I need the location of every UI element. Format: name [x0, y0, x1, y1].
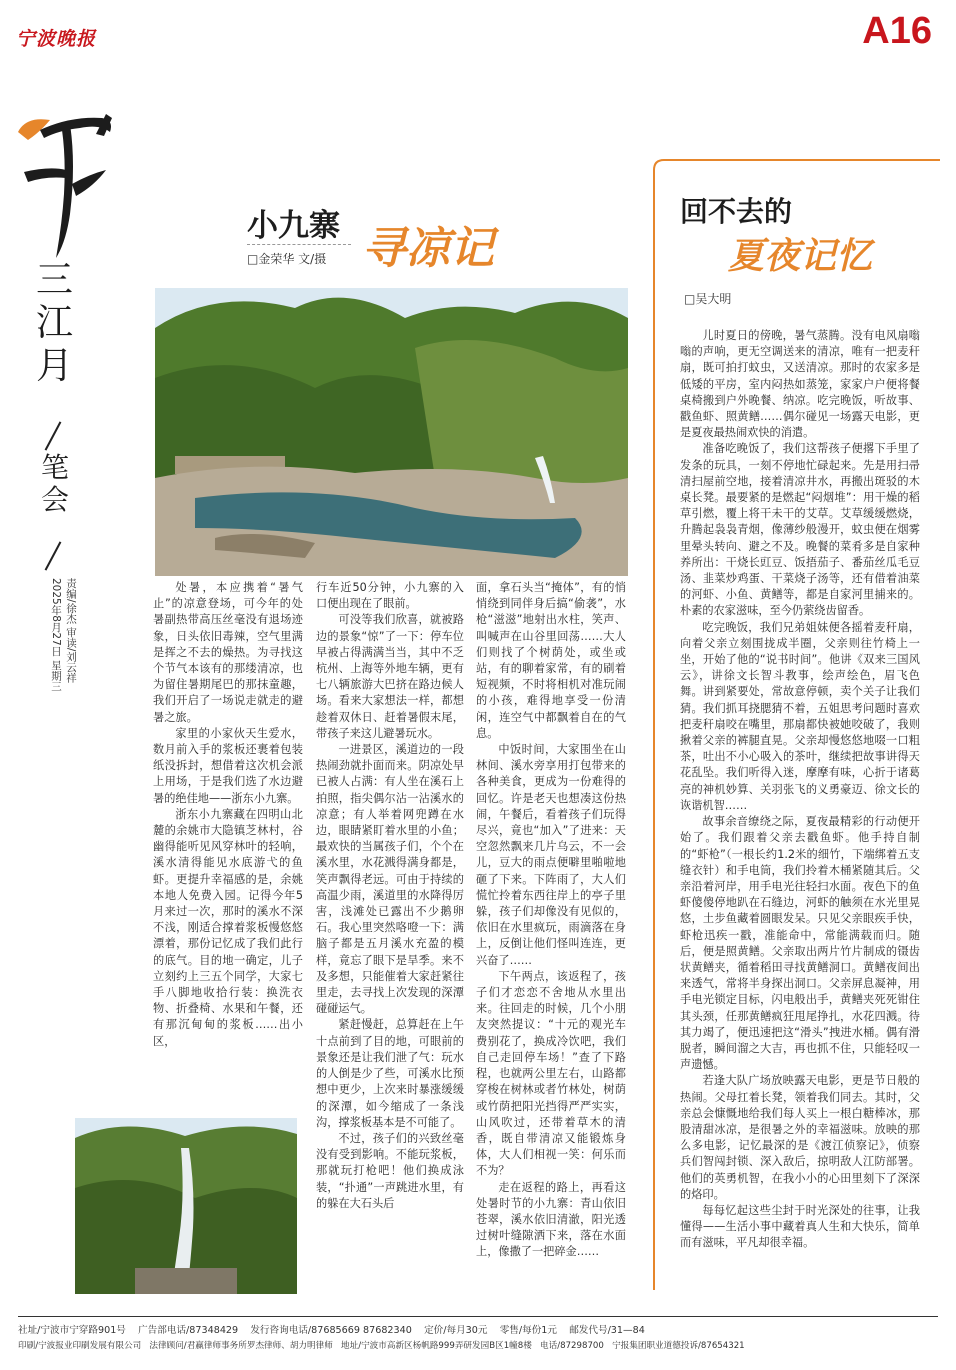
- article2-title-fancy: 夏夜记忆: [728, 235, 873, 277]
- section-brush-logo: [10, 74, 120, 264]
- title-underline: [247, 244, 351, 245]
- section-editors: 责编/徐杰 审读/刘云祥: [65, 578, 77, 683]
- article2-title-main: 回不去的: [680, 195, 793, 228]
- footer-printer: 印刷/宁波报业印刷发展有限公司: [18, 1341, 142, 1351]
- footer-monthly-price: 定价/每月30元: [424, 1325, 488, 1336]
- article1-paragraph: 行车近50分钟，小九寨的入口便出现在了眼前。: [316, 581, 464, 611]
- footer-legal-phone: 电话/87298700: [540, 1341, 604, 1351]
- article1-paragraph: 家里的小家伙天生爱水，数月前入手的浆板还裹着包装纸没拆封，想借着这次机会派上用场，于是我们选了水边避暑的绝佳地——浙东小九寨。: [153, 726, 303, 805]
- article1-paragraph: 中饭时间，大家围坐在山林间、溪水旁享用打包带来的各种美食，更成为一份难得的回忆。许是老天也想凑这份热闹，午餐后，看着孩子们玩得尽兴，竟也“加入”了进来：天空忽然飘来几片乌云，不一会儿，豆大的雨点便噼里啪啦地砸了下来。下阵雨了，大人们慌忙拎着东西往岸上的亭子里躲，孩子们却像没有见似的，依旧在水里疯玩，雨滴落在身上，反倒让他们怪叫连连，更兴奋了……: [476, 743, 626, 967]
- article1-title-fancy: 寻凉记: [362, 223, 494, 274]
- article2-paragraph: 吃完晚饭，我们兄弟姐妹便各摇着麦秆扇，向着父亲立刻围拢成半圈，父亲则往竹椅上一坐，开始了他的“说书时间”。他讲《双来三国风云》，讲徐文长智斗教事，绘声绘色，眉飞色舞。讲到紧要处，常故意停顿，卖个关子让我们猜。我们抓耳挠腮猜不着，五姐思考问题时喜欢把麦秆扇咬在嘴里，那扇都快被她咬破了，我则揪着父亲的裤腿直晃。父亲却慢悠悠地啜一口粗茶，吐出不小心吸入的茶叶，继续把故事讲得天花乱坠。我们听得入迷，摩摩有味，心折于诸葛亮的神机妙算、关羽张飞的义勇豪迈、徐文长的诙谐机智……: [680, 620, 920, 812]
- article1-byline: □金荣华 文/摄: [247, 252, 327, 266]
- footer-line-2: [18, 1339, 938, 1351]
- article1-paragraph: 紧赶慢赶，总算赶在上午十点前到了目的地，可眼前的景象还是让我们泄了气：玩水的人倒是少了些，可溪水比预想中更少，上次来时暴涨缓缓的深潭，如今缩成了一条浅沟，撑浆板基本是不可能了。: [316, 1018, 464, 1129]
- article2-body: [680, 328, 920, 1252]
- article2-paragraph: 儿时夏日的傍晚，暑气蒸腾。没有电风扇嗡嗡的声响，更无空调送来的清凉，唯有一把麦秆扇，既可拍打蚊虫，又送清凉。那时的农家多是低矮的平房，室内闷热如蒸笼，家家户户便将餐桌椅搬到户外晚餐、纳凉。吃完晚饭，听故事、戳鱼虾、照黄鳝……偶尔碰见一场露天电影，更是夏夜最热闹欢快的消遣。: [680, 329, 920, 440]
- footer-rule: [18, 1316, 938, 1317]
- footer-retail-price: 零售/每份1元: [499, 1325, 557, 1336]
- footer-legal-address: 地址/宁波市高新区杨帆路999弄研发园B区1幢8楼: [341, 1341, 532, 1351]
- article1-paragraph: 下午两点，该返程了，孩子们才恋恋不舍地从水里出来。往回走的时候，几个小朋友突然提议：“十元的观光车费别花了，换成冷饮吧，我们自己走回停车场！”查了下路程，也就两公里左右，山路都穿梭在树林或者竹林处，树荫或竹荫把阳光挡得严严实实，山风吹过，还带着草木的清香，既自带清凉又能锻炼身体，大人们相视一笑：何乐而不为？: [476, 969, 626, 1178]
- article1-column-1: [153, 580, 303, 1050]
- article1-column-3: [476, 580, 626, 1261]
- page-number: A16: [862, 10, 932, 52]
- footer-postal-code: 邮发代号/31—84: [569, 1325, 645, 1336]
- article2-paragraph: 每每忆起这些尘封于时光深处的往事，让我懂得——生活小事中藏着真人生和大快乐，简单而有滋味，平凡却很幸福。: [680, 1203, 920, 1250]
- article1-column-2: [316, 580, 464, 1212]
- article1-paragraph: 面，拿石头当“掩体”，有的悄悄绕到同伴身后搞“偷袭”，水枪“滋滋”地射出水柱，笑声、叫喊声在山谷里回荡……大人们则找了个树荫处，或坐或站，有的聊着家常，有的刷着短视频，不时将相机对准玩闹的小孩，难得地享受一份清闲，连空气中都飘着自在的气息。: [476, 581, 626, 740]
- article2-byline: □吴大明: [684, 292, 732, 306]
- article1-paragraph: 走在返程的路上，再看这处暑时节的小九寨：青山依旧苍翠，溪水依旧清澈，阳光透过树叶缝隙洒下来，落在水面上，像撒了一把碎金……: [476, 1180, 626, 1259]
- section-date: 2025年8月27日 星期三: [50, 578, 62, 692]
- article1-paragraph: 不过，孩子们的兴致丝毫没有受到影响。不能玩浆板，那就玩打枪吧！他们换成泳装，“扑通”一声跳进水里，有的躲在大石头后: [316, 1131, 464, 1210]
- article2-paragraph: 若逢大队广场放映露天电影，更是节日般的热闹。父母扛着长凳，领着我们同去。其时，父亲总会慷慨地给我们每人买上一根白糖棒冰，那股清甜冰凉，是很暑之外的幸福滋味。放映的那么多电影，记忆最深的是《渡江侦察记》，侦察兵们智闯封锁、深入敌后，掠明敌人江防部署。他们的英勇机智，在我小小的心田里刻下了深深的烙印。: [680, 1074, 920, 1201]
- article2-paragraph: 故事余音缭绕之际，夏夜最精彩的行动便开始了。我们跟着父亲去戳鱼虾。他手持自制的“虾枪”（一根长约1.2米的细竹，下端绑着五支缝衣针）和手电筒，我们拎着木桶紧随其后。父亲沿着河岸，用手电光往轻扫水面。夜色下的鱼虾傻傻停地趴在石缝边，河虾的触须在水光里晃悠，土步鱼藏着圆眼发呆。只见父亲眼疾手快，虾枪迅疾一戳，准能命中，常能满载而归。随后，便是照黄鳝。父亲取出两片竹片制成的镊齿状黄鳝夹，循着稻田寻找黄鳝洞口。黄鳝夜间出来透气，常将半身探出洞口。父亲屏息凝神，用手电光锁定目标，闪电般出手，黄鳝夹死死钳住其头颈，任那黄鳝疯狂甩尾挣扎，水花四溅。待其力竭了，便迅速把这“滑头”拽进水桶。偶有滑脱者，瞬间溜之大吉，再也抓不住，只能轻叹一声遗憾。: [680, 815, 920, 1072]
- footer-distribution-phone: 发行咨询电话/87685669 87682340: [250, 1325, 412, 1336]
- footer-ad-phone: 广告部电话/87348429: [138, 1325, 239, 1336]
- section-subname: 笔会: [41, 451, 70, 516]
- footer-legal-counsel: 法律顾问/君赢律师事务所罗杰律师、胡力明律师: [149, 1341, 333, 1351]
- divider-slash: [45, 421, 62, 450]
- article1-paragraph: 一进景区，溪道边的一段热闹劲就扑面而来。阴凉处早已被人占满：有人坐在溪石上拍照，指尖偶尔沾一沾溪水的凉意；有人举着网兜蹲在水边，眼睛紧盯着水里的小鱼；最欢快的当属孩子们，个个在溪水里，水花溅得满身都是，笑声飘得老远。可由于持续的高温少雨，溪道里的水降得厉害，浅滩处已露出不少鹅卵石。我心里突然咯噔一下：满脑子都是五月溪水充盈的模样，竟忘了眼下是旱季。来不及多想，只能催着大家赶紧往里走，去寻找上次发现的深潭碰碰运气。: [316, 743, 464, 1016]
- footer-complaint-phone: 宁报集团职业道德投诉/87654321: [612, 1341, 745, 1351]
- article2-paragraph: 准备吃晚饭了，我们这帮孩子便撂下手里了发条的玩具，一刻不停地忙碌起来。先是用扫帚清扫屋前空地，接着清凉井水，再搬出斑驳的木桌长凳。最要紧的是燃起“闷烟堆”：用干燥的稻草引燃，覆上将干未干的艾草。艾草缓缓燃烧，升腾起袅袅青烟，像薄纱般漫开，蚊虫便在烟雾里晕头转向、避之不及。晚餐的菜肴多是自家种养所出：干烧长豇豆、饭捂茄子、番茄丝瓜毛豆汤、韭菜炒鸡蛋、干菜烧子汤等，还有借着油菜的河虾、小鱼、黄鳝等，都是自家河里捕来的。朴素的农家滋味，至今仍萦绕齿留香。: [680, 442, 920, 618]
- article1-paragraph: 可没等我们欣喜，就被路边的景象“惊”了一下：停车位早被占得满满当当，其中不乏杭州、上海等外地车辆，更有七八辆旅游大巴挤在路边候人场。看来大家想法一样，都想趁着双休日、赶着暑假末尾，带孩子来这儿避暑玩水。: [316, 613, 464, 740]
- footer-address: 社址/宁波市宁穿路901号: [18, 1325, 126, 1336]
- paper-masthead: 宁波晚报: [16, 28, 97, 50]
- article1-paragraph: 处暑，本应携着“暑气止”的凉意登场，可今年的处暑副热带高压丝毫没有退场迹象，日头依旧毒辣，空气里满是挥之不去的燥热。为寻找这个节气本该有的那缕清凉，也为留住暑期尾巴的那抹童趣，我们开启了一场说走就走的避暑之旅。: [153, 581, 303, 724]
- river-valley-photo: [155, 288, 628, 576]
- section-name: 三江月: [36, 258, 73, 387]
- article1-paragraph: 浙东小九寨藏在四明山北麓的余姚市大隐镇芝林村，谷幽得能听见风穿林叶的轻响，溪水清得能见水底游弋的鱼虾。更提升幸福感的是，余姚本地人免费入园。记得今年5月来过一次，那时的溪水不深不浅，刚适合撑着浆板慢悠悠漂着，那份记忆成了我们此行的底气。目的地一确定，儿子立刻约上三五个同学，大家七手八脚地收拾行装：换洗衣物、折叠椅、水果和午餐，还有那沉甸甸的浆板……出小区，: [153, 807, 303, 1048]
- waterfall-photo: [75, 1118, 297, 1294]
- divider-slash: [45, 541, 62, 570]
- article1-title-main: 小九寨: [247, 208, 340, 244]
- footer-line-1: [18, 1322, 938, 1336]
